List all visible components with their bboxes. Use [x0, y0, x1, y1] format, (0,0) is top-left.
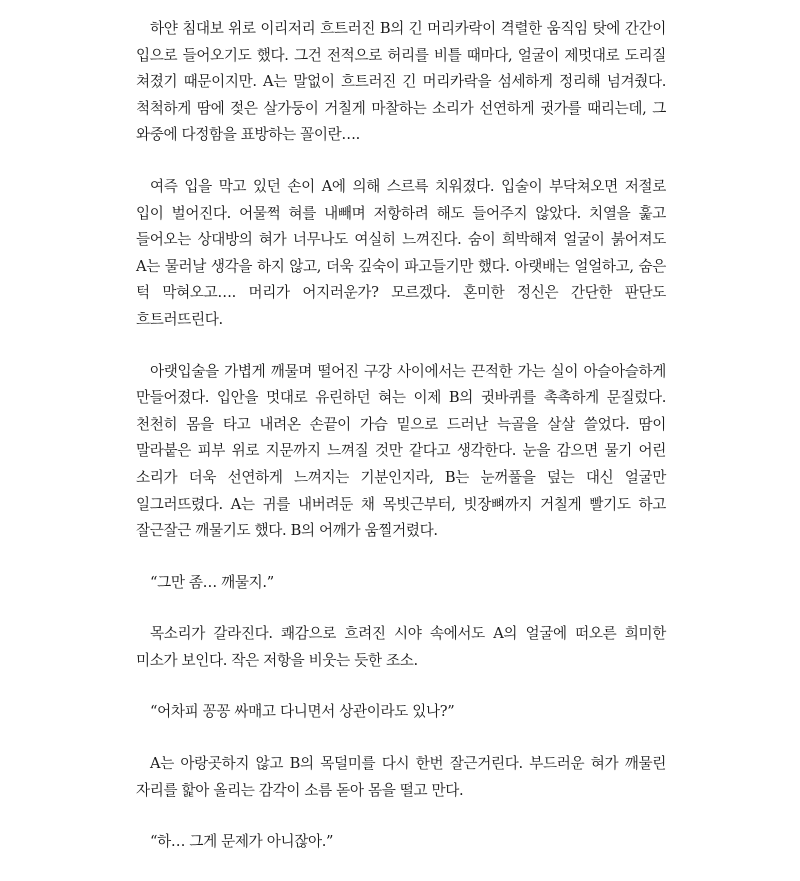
- document-body: [136, 16, 666, 881]
- paragraph-4: 목소리가 갈라진다. 쾌감으로 흐려진 시야 속에서도 A의 얼굴에 떠오른 희미한 미소가 보인다. 작은 저항을 비웃는 듯한 조소.: [136, 625, 666, 669]
- dialogue-2: “어차피 꽁꽁 싸매고 다니면서 상관이라도 있나?”: [150, 703, 455, 721]
- paragraph-1: 하얀 침대보 위로 이리저리 흐트러진 B의 긴 머리카락이 격렬한 움직임 탓에 간간이 입으로 들어오기도 했다. 그건 전적으로 허리를 비틀 때마다, 얼굴이 제멋대로 도리질 쳐졌기 때문이지만. A는 말없이 흐트러진 긴 머리카락을 섬세하게 정리해 넘겨줬다. 척척하게 땀에 젖은 살가둥이 거칠게 마찰하는 소리가 선연하게 귓가를 때리는데, 그 와중에 다정함을 표방하는 꼴이란….: [136, 20, 666, 144]
- paragraph-2: 여즉 입을 막고 있던 손이 A에 의해 스르륵 치워졌다. 입술이 부닥쳐오면 저절로 입이 벌어진다. 어물쩍 혀를 내빼며 저항하려 해도 들어주지 않았다. 치열을 훑고 들어오는 상대방의 혀가 너무나도 여실히 느껴진다. 숨이 희박해져 얼굴이 붉어져도 A는 물러날 생각을 하지 않고, 더욱 깊숙이 파고들기만 했다. 아랫배는 얼얼하고, 숨은 턱 막혀오고…. 머리가 어지러운가? 모르겠다. 혼미한 정신은 간단한 판단도 흐트러뜨린다.: [136, 177, 666, 328]
- paragraph-5: A는 아랑곳하지 않고 B의 목덜미를 다시 한번 잘근거린다. 부드러운 혀가 깨물린 자리를 핥아 올리는 감각이 소름 돋아 몸을 떨고 만다.: [136, 755, 666, 799]
- paragraph-3: 아랫입술을 가볍게 깨물며 떨어진 구강 사이에서는 끈적한 가는 실이 아슬아슬하게 만들어졌다. 입안을 멋대로 유린하던 혀는 이제 B의 귓바퀴를 촉촉하게 문질렀다. 천천히 몸을 타고 내려온 손끝이 가슴 밑으로 드러난 늑골을 살살 쓸었다. 땀이 말라붙은 피부 위로 지문까지 느껴질 것만 같다고 생각한다. 눈을 감으면 물기 어린 소리가 더욱 선연하게 느껴지는 기분인지라, B는 눈꺼풀을 덮는 대신 얼굴만 일그러뜨렸다. A는 귀를 내버려둔 채 목빗근부터, 빗장뼈까지 거칠게 빨기도 하고 잘근잘근 깨물기도 했다. B의 어깨가 움찔거렸다.: [136, 362, 666, 540]
- dialogue-3: “하… 그게 문제가 아니잖아.”: [150, 833, 334, 851]
- dialogue-1: “그만 좀… 깨물지.”: [150, 573, 274, 591]
